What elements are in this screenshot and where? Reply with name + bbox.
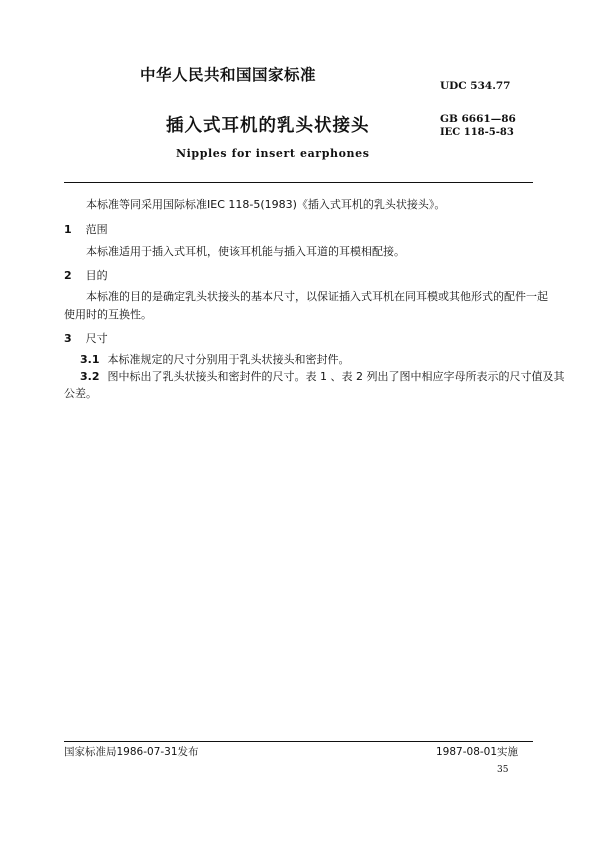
section-title: 尺寸 (85, 332, 108, 345)
subsection-3-1 (80, 351, 350, 367)
standard-name: 中华人民共和国国家标准 (140, 66, 317, 84)
subsection-text: 本标准规定的尺寸分别用于乳头状接头和密封件。 (107, 353, 350, 366)
section-number: 1 (64, 223, 72, 236)
section-number: 2 (64, 269, 72, 282)
section-3-heading (64, 330, 108, 346)
section-title: 范围 (85, 223, 108, 236)
section-1-text: 本标准适用于插入式耳机，使该耳机能与插入耳道的耳模相配接。 (86, 245, 405, 258)
document-title-english: Nipples for insert earphones (176, 147, 370, 160)
section-1-heading (64, 221, 108, 237)
subsection-text: 图中标出了乳头状接头和密封件的尺寸。表 1 、表 2 列出了图中相应字母所表示的尺寸值及其 (107, 370, 565, 383)
section-2-text-line1: 本标准的目的是确定乳头状接头的基本尺寸，以保证插入式耳机在同耳模或其他形式的配件一起 (86, 290, 548, 303)
iec-number: IEC 118-5-83 (440, 127, 514, 138)
section-title: 目的 (85, 269, 108, 282)
gb-number: GB 6661—86 (440, 113, 516, 125)
intro-paragraph: 本标准等同采用国际标准IEC 118-5(1983)《插入式耳机的乳头状接头》。 (86, 198, 446, 211)
subsection-number: 3.1 (80, 353, 100, 366)
publication-date: 国家标准局1986-07-31发布 (64, 746, 199, 758)
subsection-3-2-line2: 公差。 (64, 387, 97, 400)
footer-divider (64, 741, 533, 742)
header-divider (64, 182, 533, 183)
section-number: 3 (64, 332, 72, 345)
subsection-number: 3.2 (80, 370, 100, 383)
implementation-date: 1987-08-01实施 (436, 746, 519, 758)
document-title: 插入式耳机的乳头状接头 (166, 116, 370, 136)
subsection-3-2 (80, 368, 564, 384)
udc-code: UDC 534.77 (440, 80, 511, 92)
section-2-text-line2: 使用时的互换性。 (64, 308, 152, 321)
page-number: 35 (497, 765, 509, 775)
section-2-heading (64, 267, 108, 283)
